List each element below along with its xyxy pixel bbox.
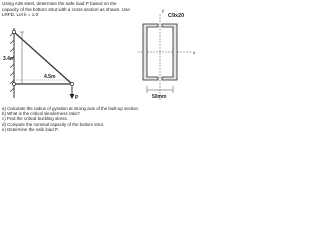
- question-c: c) Find the critical buckling stress.: [2, 116, 68, 122]
- section-label: C9x20: [168, 13, 185, 19]
- load-arrow: [70, 86, 75, 99]
- question-d: d) Compute the nominal capacity of the bottom strut.: [2, 121, 105, 127]
- built-up-section: [138, 14, 192, 100]
- axis-y-label: y: [162, 8, 165, 13]
- height-label: 3.4m: [3, 56, 15, 62]
- question-list: [2, 106, 198, 132]
- diagonal-member: [14, 32, 72, 84]
- wall-pin-top: [12, 30, 15, 33]
- question-e: e) Determine the safe load P.: [2, 126, 59, 132]
- spacing-label: 50mm: [152, 94, 167, 100]
- wall-support: [10, 28, 14, 98]
- question-a: a) Calculate the radius of gyration at strong axis of the built-up section.: [2, 106, 140, 111]
- length-label: 4.5m: [44, 74, 56, 80]
- problem-statement: Using A36 steel, determine the safe load P based on the capacity of the bottom strut with a cross section as shown. Use LRFD. Let k = 1.0: [2, 1, 130, 18]
- joint-pin: [70, 82, 73, 85]
- load-label: P: [75, 95, 79, 101]
- axis-x-label: x: [193, 50, 196, 55]
- question-b: b) What is the critical slenderness ratio?: [2, 111, 80, 117]
- wall-pin-bottom: [12, 82, 15, 85]
